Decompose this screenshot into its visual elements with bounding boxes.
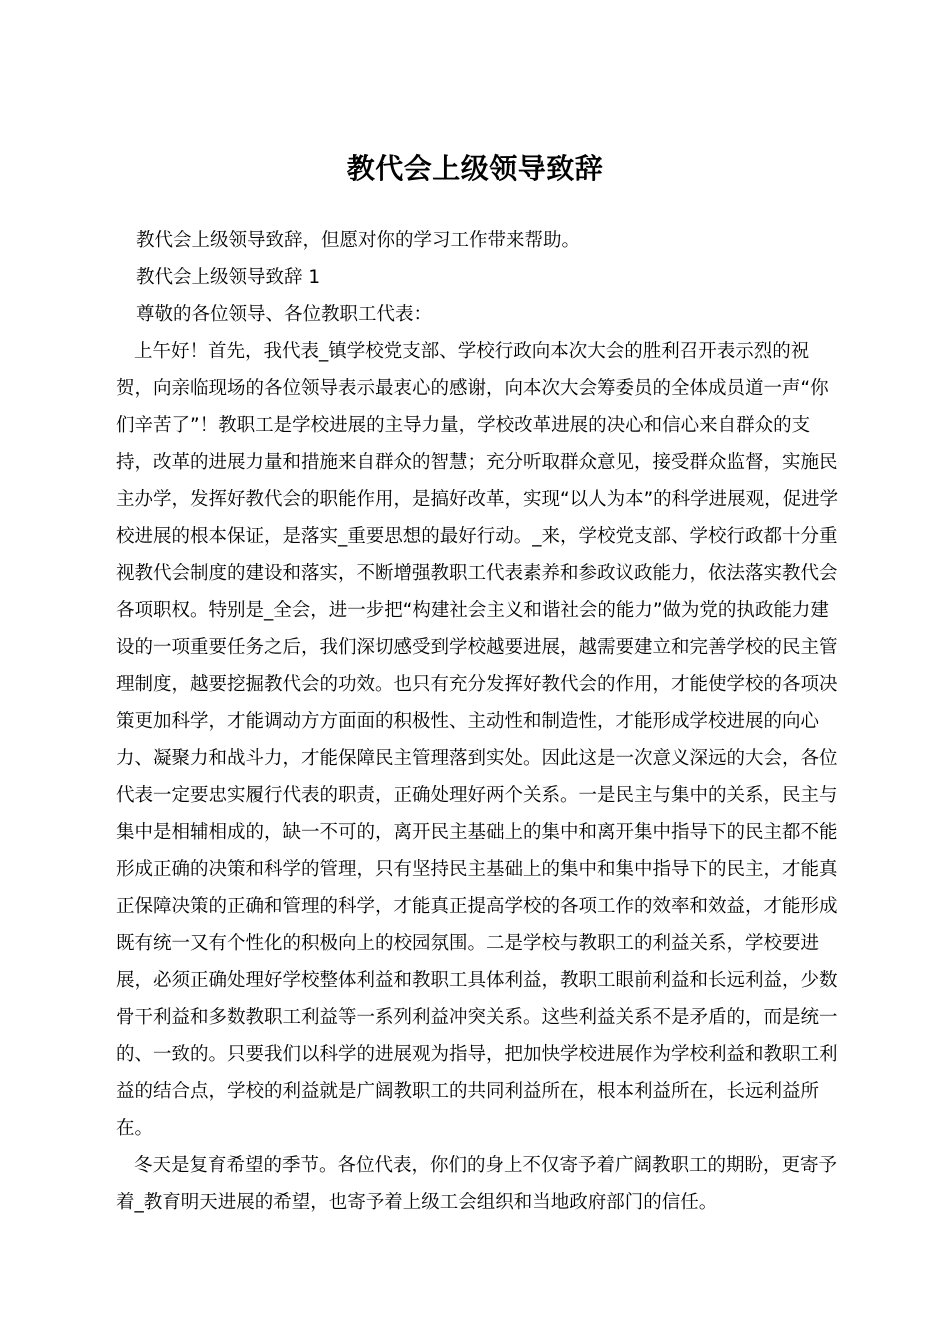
body-paragraph: 上午好！首先，我代表_镇学校党支部、学校行政向本次大会的胜利召开表示烈的祝贺，向亲临现场的各位领导表示最衷心的感谢，向本次大会筹委员的全体成员道一声“你们辛苦了”！教职工是学校进展的主导力量，学校改革进展的决心和信心来自群众的支持，改革的进展力量和措施来自群众的智慧；充分听取群众意见，接受群众监督，实施民主办学，发挥好教代会的职能作用，是搞好改革，实现“以人为本”的科学进展观，促进学校进展的根本保证，是落实_重要思想的最好行动。_来，学校党支部、学校行政都十分重视教代会制度的建设和落实，不断增强教职工代表素养和参政议政能力，依法落实教代会各项职权。特别是_全会，进一步把“构建社会主义和谐社会的能力”做为党的执政能力建设的一项重要任务之后，我们深切感受到学校越要进展，越需要建立和完善学校的民主管理制度，越要挖掘教代会的功效。也只有充分发挥好教代会的作用，才能使学校的各项决策更加科学，才能调动方方面面的积极性、主动性和制造性，才能形成学校进展的向心力、凝聚力和战斗力，才能保障民主管理落到实处。因此这是一次意义深远的大会，各位代表一定要忠实履行代表的职责，正确处理好两个关系。一是民主与集中的关系，民主与集中是相辅相成的，缺一不可的，离开民主基础上的集中和离开集中指导下的民主都不能形成正确的决策和科学的管理，只有坚持民主基础上的集中和集中指导下的民主，才能真正保障决策的正确和管理的科学，才能真正提高学校的各项工作的效率和效益，才能形成既有统一又有个性化的积极向上的校园氛围。二是学校与教职工的利益关系，学校要进展，必须正确处理好学校整体利益和教职工具体利益，教职工眼前利益和长远利益，少数骨干利益和多数教职工利益等一系列利益冲突关系。这些利益关系不是矛盾的，而是统一的、一致的。只要我们以科学的进展观为指导，把加快学校进展作为学校利益和教职工利益的结合点，学校的利益就是广阔教职工的共同利益所在，根本利益所在，长远利益所在。	[116, 341, 839, 1139]
salutation: 尊敬的各位领导、各位教职工代表：	[136, 304, 433, 325]
body-paragraph: 冬天是复育希望的季节。各位代表，你们的身上不仅寄予着广阔教职工的期盼，更寄予着_教育明天进展的希望，也寄予着上级工会组织和当地政府部门的信任。	[116, 1155, 838, 1213]
document-body	[116, 222, 842, 1221]
intro-paragraph: 教代会上级领导致辞，但愿对你的学习工作带来帮助。	[136, 230, 581, 251]
document-title: 教代会上级领导致辞	[346, 151, 604, 185]
section-heading: 教代会上级领导致辞 1	[136, 267, 321, 288]
